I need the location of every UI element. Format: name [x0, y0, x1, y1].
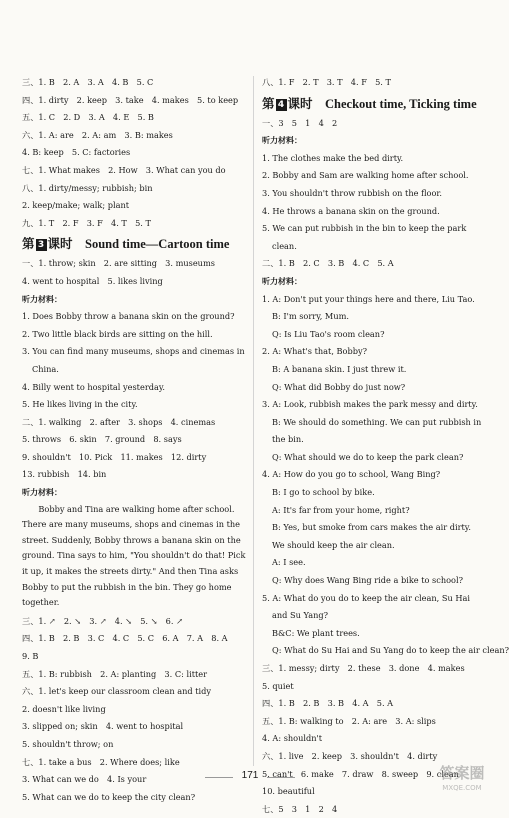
answer-line: 5. quiet	[262, 680, 294, 691]
answer-line: 2. doesn't like living	[22, 703, 106, 714]
answer-line: 4. B: keep 5. C: factories	[22, 147, 131, 158]
answer-line: 5. throws 6. skin 7. ground 8. says	[22, 434, 182, 445]
page-number-area	[0, 770, 500, 784]
section-title-text: 课时 Sound time—Cartoon time	[47, 237, 230, 252]
answer-line: 5. He likes living in the city.	[22, 399, 138, 410]
answer-line: Q: What do Su Hai and Su Yang do to keep the air clean?	[272, 645, 509, 656]
answer-line: 9. B	[22, 651, 39, 661]
listening-material-label: 听力材料：	[262, 136, 302, 146]
answer-line: 六、1. let's keep our classroom clean and tidy	[22, 686, 212, 697]
answer-line: 13. rubbish 14. bin	[22, 469, 107, 480]
answer-line: 四、1. dirty 2. keep 3. take 4. makes 5. to keep	[22, 94, 239, 105]
answer-line: Q: Why does Wang Bing ride a bike to school?	[272, 575, 463, 586]
answer-line: 5. We can put rubbish in the bin to keep the park	[262, 223, 467, 234]
answer-line: 九、1. T 2. F 3. F 4. T 5. T	[22, 217, 151, 228]
answer-line: 二、1. B 2. C 3. B 4. C 5. A	[262, 258, 394, 269]
answer-line: 5. What can we do to keep the city clean?	[22, 791, 196, 802]
section-title	[22, 234, 247, 254]
column-divider	[253, 76, 254, 766]
answer-line: 2. keep/make; walk; plant	[22, 200, 130, 211]
answer-line: 三、1. B 2. A 3. A 4. B 5. C	[22, 77, 154, 87]
answer-line: 5. shouldn't throw; on	[22, 738, 114, 749]
answer-line: Bobby and Tina are walking home after school. There are many museums, shops and cinemas in the street. Suddenly, Bobby throws a banana skin on the ground. Tina says to him, "You shouldn't do that! Pick it up, it makes the streets dirty." And then Tina asks Bobby to put the rubbish in the bin. They go home together.	[22, 503, 246, 608]
answer-line: 一、1. throw; skin 2. are sitting 3. museums	[22, 258, 215, 269]
answer-line: Q: What should we do to keep the park clean?	[272, 451, 464, 462]
page-number-rule-right	[267, 777, 295, 778]
answer-line: 2. Bobby and Sam are walking home after school.	[262, 170, 469, 181]
answer-line: 1. A: Don't put your things here and there, Liu Tao.	[262, 293, 475, 304]
answer-line: 2. Two little black birds are sitting on the hill.	[22, 328, 213, 339]
watermark-logo	[430, 760, 494, 794]
answer-line: 七、1. What makes 2. How 3. What can you do	[22, 164, 226, 175]
answer-line: 三、1. ↗ 2. ↘ 3. ↗ 4. ↘ 5. ↘ 6. ↗	[22, 615, 183, 626]
answer-line: B&C: We plant trees.	[272, 627, 360, 638]
answer-line: A: I see.	[272, 557, 306, 568]
answer-line: 4. A: shouldn't	[262, 733, 323, 744]
answer-line: 一、3 5 1 4 2	[262, 117, 338, 128]
answer-line: 2. A: What's that, Bobby?	[262, 346, 367, 357]
answer-line: 4. went to hospital 5. likes living	[22, 275, 163, 286]
answer-line: the bin.	[272, 434, 304, 445]
answer-line: 六、1. A: are 2. A: am 3. B: makes	[22, 129, 173, 140]
listening-material-label: 听力材料：	[22, 294, 62, 304]
answer-line: 五、1. B: rubbish 2. A: planting 3. C: litter	[22, 668, 208, 679]
answer-line: 二、1. walking 2. after 3. shops 4. cinemas	[22, 416, 216, 427]
watermark-sub: MXQE.COM	[442, 784, 482, 792]
lesson-number-badge: 3	[36, 239, 47, 251]
section-title-text: 课时 Checkout time, Ticking time	[287, 96, 477, 111]
answer-line: 3. You can find many museums, shops and cinemas in	[22, 346, 245, 357]
listening-material-label: 听力材料：	[262, 276, 302, 286]
answer-line: We should keep the air clean.	[272, 539, 395, 550]
section-title-prefix: 第	[262, 96, 275, 111]
answer-line: 八、1. F 2. T 3. T 4. F 5. T	[262, 77, 391, 87]
answer-line: 六、1. live 2. keep 3. shouldn't 4. dirty	[262, 750, 438, 761]
answer-line: 八、1. dirty/messy; rubbish; bin	[22, 182, 153, 193]
answer-line: 七、5 3 1 2 4	[262, 803, 338, 814]
answer-line: 三、1. messy; dirty 2. these 3. done 4. makes	[262, 663, 465, 673]
answer-line: China.	[32, 363, 59, 374]
answer-line: 1. The clothes make the bed dirty.	[262, 152, 404, 163]
section-title-prefix: 第	[22, 237, 35, 252]
lesson-number-badge: 4	[276, 99, 287, 111]
answer-line: 1. Does Bobby throw a banana skin on the ground?	[22, 311, 235, 322]
answer-line: Q: What did Bobby do just now?	[272, 381, 406, 392]
answer-line: 4. A: How do you go to school, Wang Bing?	[262, 469, 441, 480]
answer-line: clean.	[272, 240, 297, 251]
answer-line: 3. You shouldn't throw rubbish on the floor.	[262, 187, 442, 198]
answer-line: B: Yes, but smoke from cars makes the air dirty.	[272, 522, 471, 533]
answer-line: A: It's far from your home, right?	[272, 504, 410, 515]
page-number: 171	[241, 770, 259, 781]
answer-line: 3. What can we do 4. Is your	[22, 774, 147, 785]
answer-line: Q: Is Liu Tao's room clean?	[272, 328, 385, 339]
left-column	[22, 74, 247, 806]
answer-line: and Su Yang?	[272, 610, 329, 621]
answer-line: 七、1. take a bus 2. Where does; like	[22, 756, 180, 767]
answer-line: 5. can't 6. make 7. draw 8. sweep 9. clean	[262, 768, 459, 779]
answer-line: B: I'm sorry, Mum.	[272, 311, 349, 322]
answer-line: 3. slipped on; skin 4. went to hospital	[22, 721, 184, 732]
answer-line: 五、1. C 2. D 3. A 4. E 5. B	[22, 112, 154, 123]
section-title	[262, 94, 484, 114]
answer-line: B: I go to school by bike.	[272, 487, 375, 498]
listening-material-label: 听力材料：	[22, 488, 62, 498]
answer-line: 10. beautiful	[262, 786, 315, 797]
answer-line: B: A banana skin. I just threw it.	[272, 363, 407, 374]
answer-line: 3. A: Look, rubbish makes the park messy and dirty.	[262, 399, 478, 410]
right-column	[262, 74, 509, 818]
answer-line: 9. shouldn't 10. Pick 11. makes 12. dirty	[22, 451, 207, 462]
answer-line: 五、1. B: walking to 2. A: are 3. A: slips	[262, 715, 436, 726]
answer-line: 4. Billy went to hospital yesterday.	[22, 381, 165, 392]
answer-line: 5. A: What do you do to keep the air clean, Su Hai	[262, 592, 471, 603]
answer-line: 四、1. B 2. B 3. B 4. A 5. A	[262, 698, 394, 709]
answer-line: 四、1. B 2. B 3. C 4. C 5. C 6. A 7. A 8. A	[22, 633, 228, 644]
watermark-text: 答案圈	[439, 764, 485, 782]
answer-line: B: We should do something. We can put rubbish in	[272, 416, 482, 427]
answer-line: 4. He throws a banana skin on the ground.	[262, 205, 440, 216]
